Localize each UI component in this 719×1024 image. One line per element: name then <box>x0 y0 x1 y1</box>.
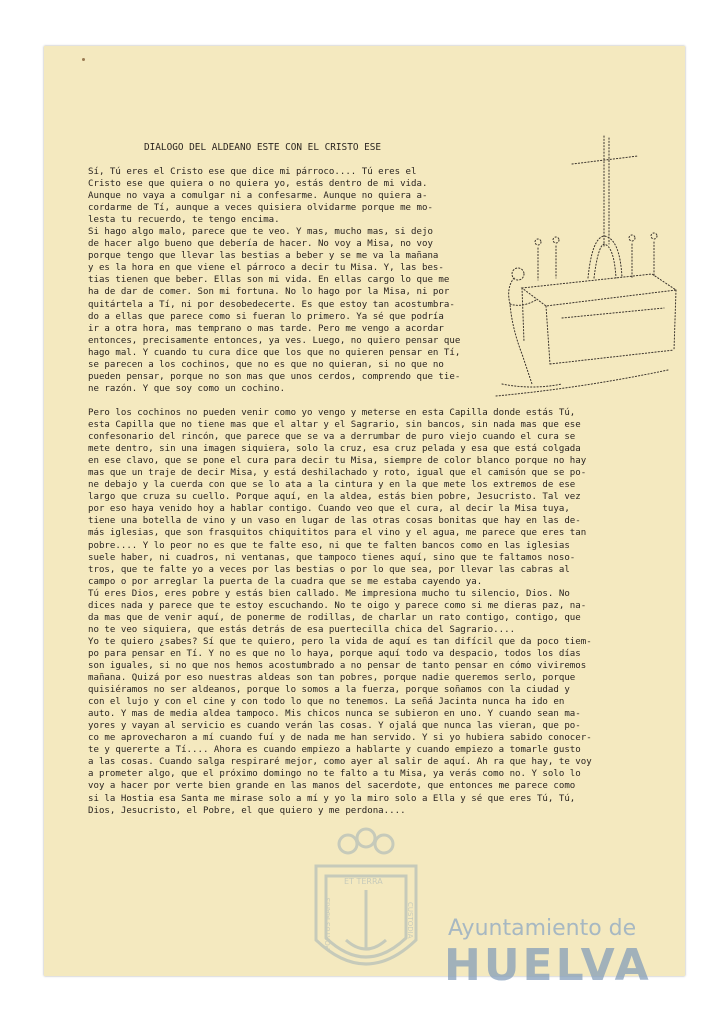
text-line: cordarme de Tí, aunque a veces quisiera olvidarme porque me mo- <box>88 203 433 214</box>
seal-text: ET TERRA <box>344 877 383 886</box>
text-line: Aunque no vaya a comulgar ni a confesarme. Aunque no quiera a- <box>88 191 428 202</box>
text-line: Pero los cochinos no pueden venir como yo vengo y meterse en esta Capilla donde estás Tú, <box>88 408 576 418</box>
text-line: por eso haya venido hoy a hablar contigo. Cuando veo que el cura, al decir la Misa tuya, <box>88 504 570 515</box>
text-line: pueden pensar, porque no son mas que unos cerdos, comprendo que tie- <box>88 371 461 382</box>
text-line: Cristo ese que quiera o no quiera yo, estás dentro de mi vida. <box>88 179 428 190</box>
text-line: Dios, Jesucristo, el Pobre, el que quiero y me perdona.... <box>88 805 406 816</box>
text-line: tros, que te falte yo a veces por las bestias o por lo que sea, por llevar las cabras al <box>88 564 570 575</box>
text-line: voy a hacer por verte bien grande en las manos del sacerdote, que entonces me parece como <box>88 781 576 792</box>
text-line: ir a otra hora, mas temprano o mas tarde. Pero me vengo a acordar <box>88 323 444 334</box>
text-line: si la Hostia esa Santa me mirase solo a mí y yo la miro solo a Ella y sé que eres Tú, Tú, <box>88 793 576 804</box>
text-line: ne debajo y la cuerda con que se lo ata a la cintura y en la que mete los extremos de ese <box>88 480 576 491</box>
text-line: son iguales, si no que nos hemos acostumbrado a no pensar de tanto pensar en cómo viviremos <box>88 660 587 671</box>
paragraph-2 <box>88 407 592 817</box>
text-line: largo que cruza su cuello. Porque aquí, en la aldea, estás bien pobre, Jesucristo. Tal vez <box>88 492 581 503</box>
text-line: campo o por arreglar la puerta de la cuadra que se me estaba cayendo ya. <box>88 576 483 587</box>
text-line: po para pensar en Tí. Y no es que no lo haya, porque aquí todo va despacio, todos los días <box>88 648 581 659</box>
altar-cross-drawing <box>492 128 682 398</box>
text-line: pobre.... Y lo peor no es que te falte eso, ni que te falten bancos como en las iglesias <box>88 540 570 551</box>
text-line: en ese clavo, que se pone el cura para decir tu Misa, siempre de color blanco porque no hay <box>88 456 587 467</box>
text-line: porque tengo que llevar las bestias a beber y se me va la mañana <box>88 251 439 262</box>
text-line: mas que un traje de decir Misa, y está deshilachado y roto, igual que el camisón que se po- <box>88 468 587 479</box>
watermark-line2: HUELVA <box>444 940 652 991</box>
text-line: más iglesias, que son frasquitos chiquititos para el vino y el agua, me parece que eres tan <box>88 528 587 539</box>
text-line: quitártela a Tí, ni por desobedecerte. Es que estoy tan acostumbra- <box>88 299 455 310</box>
text-line: quisiéramos no ser aldeanos, porque lo somos a la fuerza, porque soñamos con la ciudad y <box>88 685 570 696</box>
text-line: Si hago algo malo, parece que te veo. Y mas, mucho mas, si dejo <box>88 227 433 238</box>
text-line: mete dentro, sin una imagen siquiera, solo la cruz, esa cruz pelada y esa que está colgada <box>88 444 581 455</box>
text-line: dices nada y parece que te estoy escuchando. No te oigo y parece como si me dieras paz, na- <box>88 600 587 611</box>
seal-right-text: CUSTODIA <box>406 902 414 939</box>
text-line: Tú eres Dios, eres pobre y estás bien callado. Me impresiona mucho tu silencio, Dios. No <box>88 588 570 599</box>
text-line: y es la hora en que viene el párroco a decir tu Misa. Y, las bes- <box>88 263 444 274</box>
paragraph-1 <box>88 166 460 395</box>
text-line: se parecen a los cochinos, que no es que no quieran, si no que no <box>88 359 444 370</box>
text-line: ne razón. Y que soy como un cochino. <box>88 383 286 394</box>
watermark-line1: Ayuntamiento de <box>448 916 637 941</box>
text-line: lesta tu recuerdo, te tengo encima. <box>88 215 280 226</box>
text-line: entonces, precisamente entonces, ya ves. Luego, no quiero pensar que <box>88 335 461 346</box>
text-line: do a ellas que parece como si fueran lo primero. Ya sé que podría <box>88 311 444 322</box>
text-line: con el lujo y con el cine y con todo lo que no tenemos. La señá Jacinta nunca ha ido en <box>88 697 565 708</box>
text-line: tiene una botella de vino y un vaso en lugar de las otras cosas bonitas que hay en las de- <box>88 516 581 527</box>
text-line: a prometer algo, que el próximo domingo no te falto a tu Misa, ya verás como no. Y solo lo <box>88 769 581 780</box>
text-line: te y quererte a Tí.... Ahora es cuando empiezo a hablarte y cuando empiezo a tomarle gusto <box>88 745 581 756</box>
text-line: Yo te quiero ¿sabes? Sí que te quiero, pero la vida de aquí es tan difícil que da poco tiem- <box>88 636 592 647</box>
pin-hole <box>82 58 85 61</box>
text-line: a las cosas. Cuando salga respiraré mejor, como ayer al salir de aquí. Ah ra que hay, te voy <box>88 757 592 768</box>
text-line: de hacer algo bueno que debería de hacer. No voy a Misa, no voy <box>88 239 433 250</box>
text-line: confesonario del rincón, que parece que se va a derrumbar de puro viejo cuando el cura se <box>88 432 576 443</box>
text-line: no te veo siquiera, que estás detrás de esa puertecilla chica del Sagrario.... <box>88 624 516 635</box>
text-line: hago mal. Y cuando tu cura dice que los que no quieren pensar en Tí, <box>88 347 461 358</box>
text-line: auto. Y mas de media aldea tampoco. Mis chicos nunca se subieron en uno. Y cuando sean ma- <box>88 709 581 720</box>
seal-left-text: PORTUS MARIS <box>324 897 332 950</box>
text-line: co me aprovecharon a mí cuando fuí y de nada me han servido. Y si yo hubiera sabido conocer- <box>88 733 592 744</box>
text-line: suele haber, ni cuadros, ni ventanas, que tampoco tienes aquí, sino que te faltamos noso- <box>88 552 576 563</box>
text-line: mañana. Quizá por eso nuestras aldeas son tan pobres, porque nadie queremos serlo, porque <box>88 673 576 684</box>
text-line: tias tienen que beber. Ellas son mi vida. En ellas cargo lo que me <box>88 275 450 286</box>
text-line: esta Capilla que no tiene mas que el altar y el Sagrario, sin bancos, sin nada mas que ese <box>88 420 581 431</box>
text-line: da mas que de venir aquí, de ponerme de rodillas, de charlar un rato contigo, contigo, que <box>88 612 581 623</box>
document-title: DIALOGO DEL ALDEANO ESTE CON EL CRISTO ESE <box>144 142 382 153</box>
text-line: yores y vayan al servicio es cuando verán las cosas. Y ojalá que nunca las vieran, que po- <box>88 721 581 732</box>
text-line: ha de dar de comer. Son mi fortuna. No lo hago por la Misa, ni por <box>88 287 450 298</box>
text-line: Sí, Tú eres el Cristo ese que dice mi párroco.... Tú eres el <box>88 167 417 177</box>
